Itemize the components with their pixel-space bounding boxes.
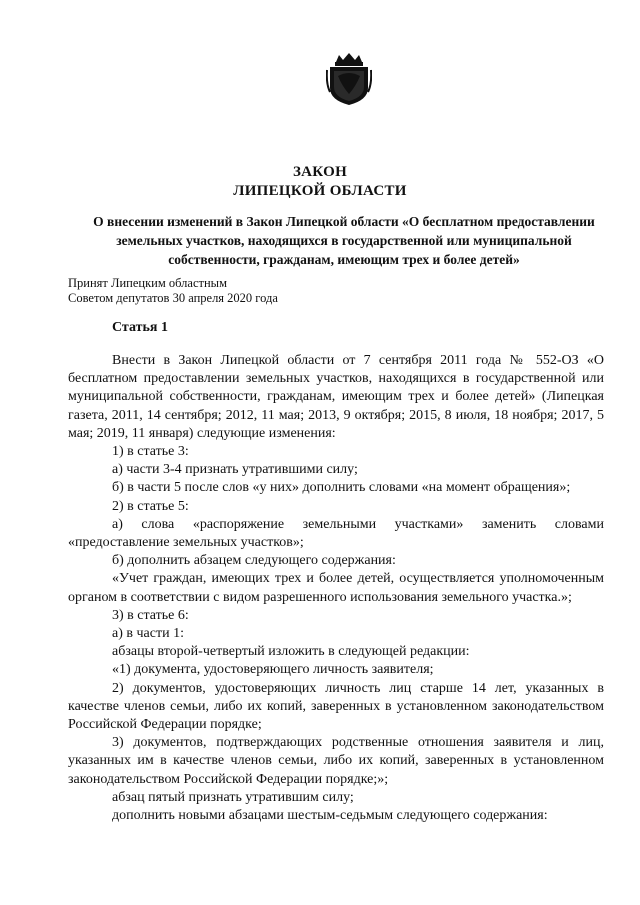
paragraph: абзацы второй-четвертый изложить в следующей редакции: bbox=[112, 644, 470, 660]
paragraph: абзац пятый признать утратившим силу; bbox=[112, 789, 354, 805]
coat-of-arms-icon bbox=[326, 52, 372, 106]
paragraph: «1) документа, удостоверяющего личность заявителя; bbox=[112, 662, 434, 678]
adoption-line-1: Принят Липецким областным bbox=[68, 276, 227, 290]
paragraph: «Учет граждан, имеющих трех и более детей, осуществляется уполномоченным органом в соответствии с видом разрешенного использования земельного участка.»; bbox=[68, 571, 604, 605]
paragraph: Внести в Закон Липецкой области от 7 сентября 2011 года № 552-ОЗ «О бесплатном предоставлении земельных участков, находящихся в государственной или муниципальной собственности, гражданам, имеющим трех и более детей» (Липецкая газета, 2011, 14 сентября; 2012, 11 мая; 2013, 9 октября; 2015, 8 июля, 18 ноября; 2017, 5 мая; 2019, 11 января) следующие изменения: bbox=[68, 353, 604, 441]
list-item: 1) в статье 3: bbox=[112, 444, 189, 460]
list-item: б) в части 5 после слов «у них» дополнить словами «на момент обращения»; bbox=[112, 480, 571, 496]
paragraph: дополнить новыми абзацами шестым-седьмым следующего содержания: bbox=[112, 808, 548, 824]
paragraph: 3) документов, подтверждающих родственные отношения заявителя и лиц, указанных им в качестве членов семьи, либо их копий, заверенных в установленном законодательством Российской Федерации порядке;»; bbox=[68, 735, 604, 787]
list-item: а) в части 1: bbox=[112, 626, 184, 642]
list-item: б) дополнить абзацем следующего содержания: bbox=[112, 553, 396, 569]
article-body bbox=[68, 352, 604, 825]
list-item: 3) в статье 6: bbox=[112, 607, 189, 623]
law-title: ЗАКОН bbox=[292, 164, 348, 180]
adoption-line-2: Советом депутатов 30 апреля 2020 года bbox=[68, 291, 278, 305]
list-item: 2) в статье 5: bbox=[112, 498, 189, 514]
article-heading: Статья 1 bbox=[112, 320, 168, 335]
law-region-title: ЛИПЕЦКОЙ ОБЛАСТИ bbox=[233, 183, 407, 199]
list-item: а) части 3-4 признать утратившими силу; bbox=[112, 462, 358, 478]
adoption-note bbox=[68, 276, 278, 306]
law-subject-heading: О внесении изменений в Закон Липецкой области «О бесплатном предоставлении земельных участков, находящихся в государственной или муниципальной собственности, гражданам, имеющим трех и более детей» bbox=[93, 214, 595, 267]
paragraph: 2) документов, удостоверяющих личность лиц старше 14 лет, указанных в качестве членов семьи, либо их копий, заверенных в установленном законодательством Российской Федерации порядке; bbox=[68, 680, 604, 733]
list-item: а) слова «распоряжение земельными участками» заменить словами «предоставление земельных участков»; bbox=[68, 516, 604, 551]
